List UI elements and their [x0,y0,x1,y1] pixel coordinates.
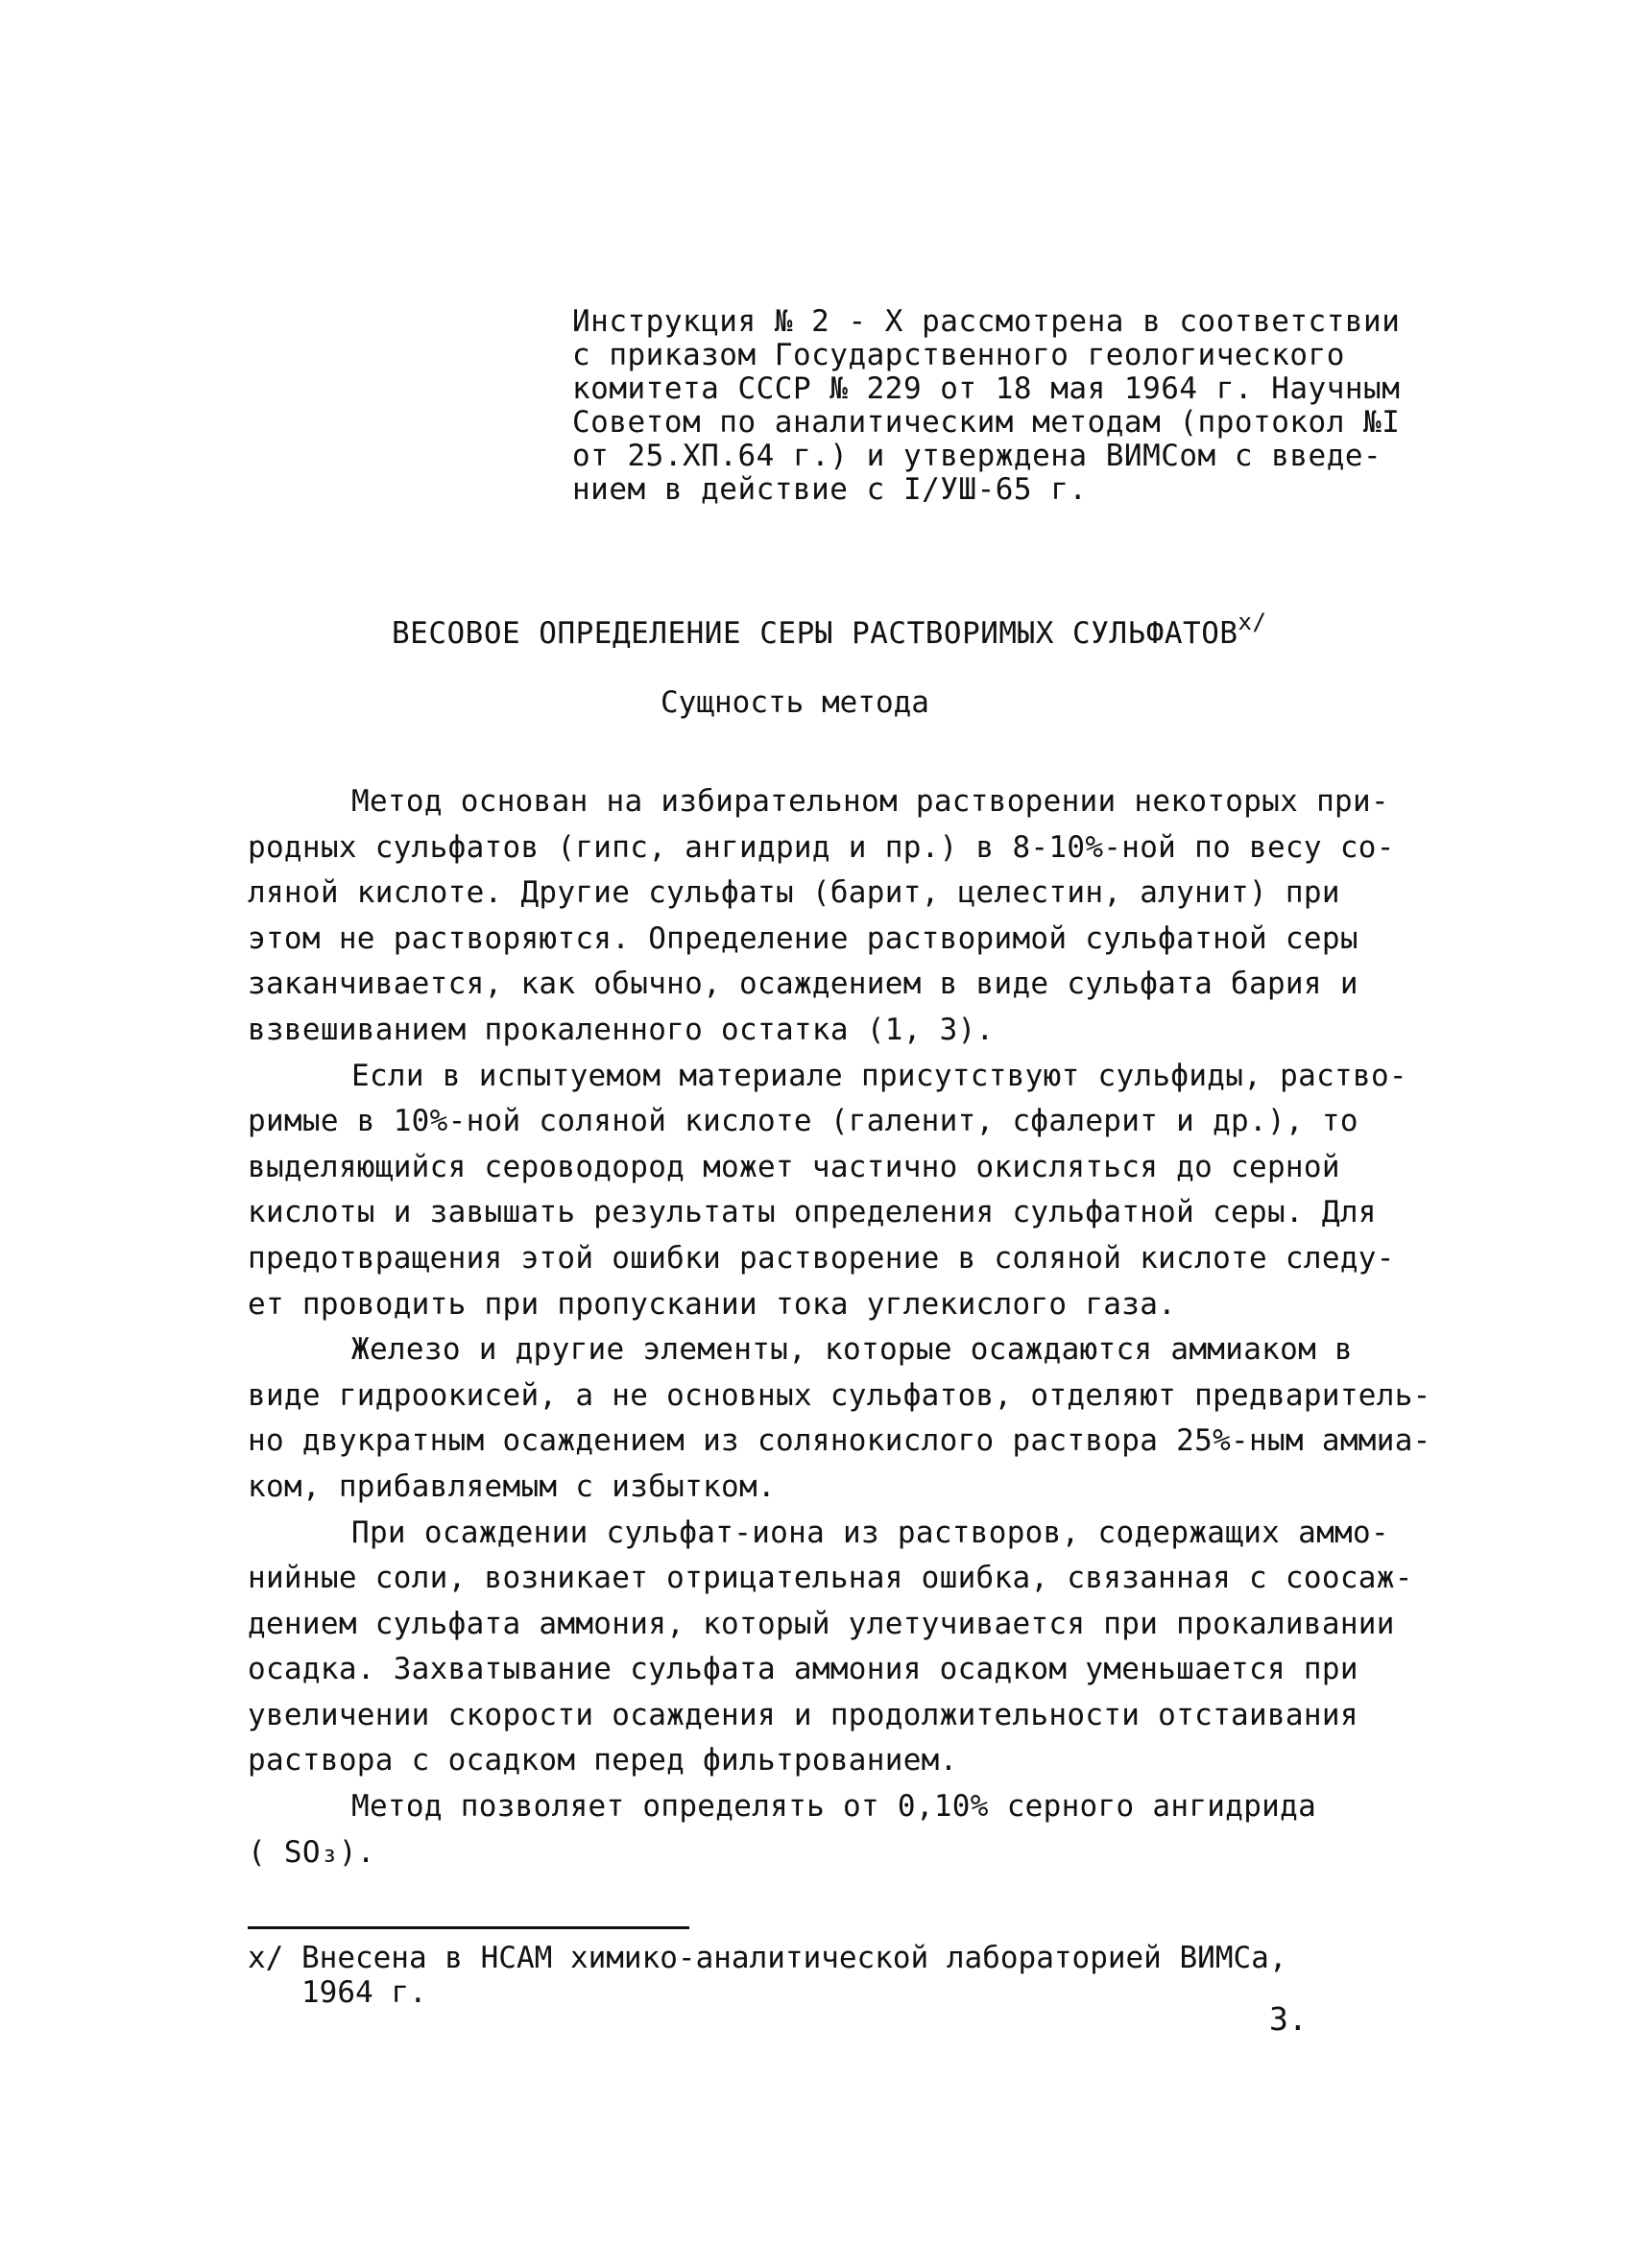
body-line: заканчивается, как обычно, осаждением в виде сульфата бария и [248,967,1358,1002]
body-line: нийные соли, возникает отрицательная ошибка, связанная с соосаж- [248,1561,1413,1596]
page-number: 3. [1269,2000,1308,2038]
approval-line: Советом по аналитическим методам (протокол №I [572,405,1401,440]
body-text [248,779,1431,1875]
footnote-line: 1964 г. [301,1975,427,2010]
approval-line: от 25.ХП.64 г.) и утверждена ВИМСом с введе- [572,439,1382,473]
footnote-divider [248,1926,689,1929]
approval-line: комитета СССР № 229 от 18 мая 1964 г. Научным [572,371,1401,406]
body-line: ет проводить при пропускании тока углекислого газа. [248,1286,1177,1322]
body-line: увеличении скорости осаждения и продолжительности отстаивания [248,1697,1358,1732]
body-line: ком, прибавляемым с избытком. [248,1468,776,1504]
body-line: этом не растворяются. Определение растворимой сульфатной серы [248,920,1358,956]
body-line: родных сульфатов (гипс, ангидрид и пр.) в 8-10%-ной по весу со- [248,829,1395,865]
body-line: Железо и другие элементы, которые осаждаются аммиаком в [351,1332,1353,1368]
approval-line: Инструкция № 2 - Х рассмотрена в соответствии [572,304,1401,339]
body-line: Метод позволяет определять от 0,10% серного ангидрида [351,1789,1317,1825]
body-line: дением сульфата аммония, который улетучивается при прокаливании [248,1606,1395,1641]
body-line: предотвращения этой ошибки растворение в соляной кислоте следу- [248,1240,1395,1276]
document-title [392,609,1313,653]
approval-note [572,305,1417,507]
body-line: но двукратным осаждением из солянокислого раствора 25%-ным аммиа- [248,1423,1431,1459]
body-line: При осаждении сульфат-иона из растворов, содержащих аммо- [351,1515,1389,1550]
body-line: Метод основан на избирательном растворении некоторых при- [351,784,1389,819]
approval-line: с приказом Государственного геологического [572,338,1345,372]
section-heading: Сущность метода [661,685,929,720]
body-line: Если в испытуемом материале присутствуют сульфиды, раство- [351,1058,1407,1093]
body-line: ( SO₃). [248,1834,375,1870]
body-line: римые в 10%-ной соляной кислоте (галенит, сфалерит и др.), то [248,1104,1358,1139]
body-line: осадка. Захватывание сульфата аммония осадком уменьшается при [248,1652,1358,1687]
body-line: кислоты и завышать результаты определения сульфатной серы. Для [248,1195,1377,1230]
body-line: виде гидроокисей, а не основных сульфатов, отделяют предваритель- [248,1377,1431,1413]
title-footnote-mark: х/ [1238,609,1267,635]
body-line: взвешиванием прокаленного остатка (1, 3). [248,1012,995,1047]
body-line: выделяющийся сероводород может частично окисляться до серной [248,1149,1340,1184]
title-text: ВЕСОВОЕ ОПРЕДЕЛЕНИЕ СЕРЫ РАСТВОРИМЫХ СУЛЬФАТОВ [392,616,1238,651]
approval-line: нием в действие с I/УШ-65 г. [572,472,1088,507]
body-line: ляной кислоте. Другие сульфаты (барит, целестин, алунит) при [248,875,1340,911]
footnote [248,1941,1287,2010]
footnote-line: х/ Внесена в НСАМ химико-аналитической лабораторией ВИМСа, [248,1941,1287,1975]
body-line: раствора с осадком перед фильтрованием. [248,1743,958,1779]
